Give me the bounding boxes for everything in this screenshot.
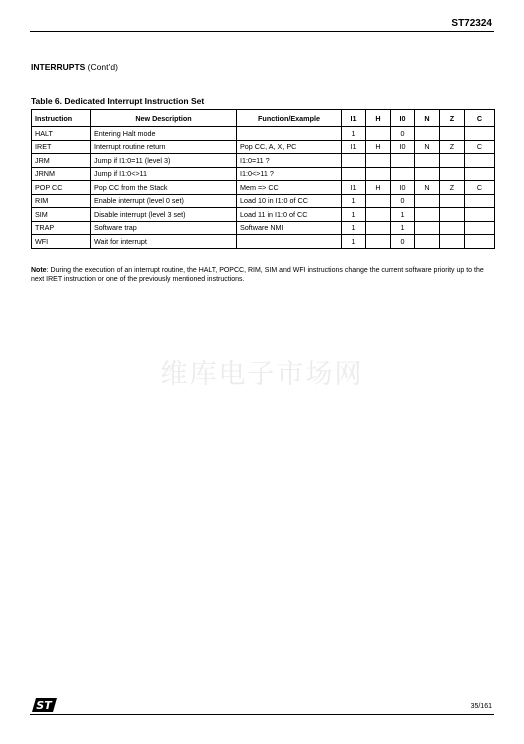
table-cell: 0 [391, 194, 415, 208]
table-cell [415, 235, 440, 249]
note [31, 267, 495, 284]
section-title-suffix: (Cont’d) [85, 62, 118, 72]
section-title-bold: INTERRUPTS [31, 62, 86, 72]
table-cell [366, 235, 391, 249]
footer-rule [30, 714, 494, 715]
table-cell: H [366, 181, 391, 195]
column-header: N [415, 110, 440, 127]
column-header: I0 [391, 110, 415, 127]
table-cell: Pop CC, A, X, PC [237, 140, 342, 154]
svg-text:ST: ST [36, 699, 52, 712]
table-cell: Software NMI [237, 221, 342, 235]
column-header: Instruction [32, 110, 91, 127]
note-text: : During the execution of an interrupt routine, the HALT, POPCC, RIM, SIM and WFI instructions change the current software priority up to the next IRET instruction or one of the previously mentioned instructions. [31, 267, 484, 283]
table-row [32, 154, 495, 168]
table-header-row [32, 110, 495, 127]
table-cell [415, 194, 440, 208]
table-body [32, 127, 495, 249]
table-row [32, 194, 495, 208]
table-cell [415, 127, 440, 141]
column-header: H [366, 110, 391, 127]
table-cell: I1:0<>11 ? [237, 167, 342, 181]
table-cell [366, 127, 391, 141]
table-cell [366, 208, 391, 222]
table-cell: TRAP [32, 221, 91, 235]
table-cell [465, 208, 495, 222]
table-cell: 1 [342, 235, 366, 249]
table-row [32, 181, 495, 195]
table-cell: Load 11 in I1:0 of CC [237, 208, 342, 222]
table-cell: 1 [342, 127, 366, 141]
table-cell: POP CC [32, 181, 91, 195]
table-cell: IRET [32, 140, 91, 154]
table-row [32, 208, 495, 222]
table-cell [366, 221, 391, 235]
table-cell: Load 10 in I1:0 of CC [237, 194, 342, 208]
table-row [32, 221, 495, 235]
table-cell [415, 221, 440, 235]
table-cell: I0 [391, 181, 415, 195]
table-cell: WFI [32, 235, 91, 249]
table-row [32, 127, 495, 141]
table-cell: I1 [342, 181, 366, 195]
table-cell: Disable interrupt (level 3 set) [91, 208, 237, 222]
table-cell [391, 167, 415, 181]
table-cell: 0 [391, 235, 415, 249]
table-cell: C [465, 140, 495, 154]
table-cell: H [366, 140, 391, 154]
table-cell [415, 167, 440, 181]
table-cell: 1 [342, 221, 366, 235]
table-cell: Z [440, 181, 465, 195]
table-cell [237, 235, 342, 249]
table-cell [415, 208, 440, 222]
table-cell: Wait for interrupt [91, 235, 237, 249]
table-cell [342, 154, 366, 168]
table-cell [440, 221, 465, 235]
table-cell [440, 154, 465, 168]
table-cell: 0 [391, 127, 415, 141]
table-cell [366, 167, 391, 181]
table-cell: Mem => CC [237, 181, 342, 195]
table-cell: I0 [391, 140, 415, 154]
table-cell [465, 221, 495, 235]
column-header: C [465, 110, 495, 127]
table-cell: N [415, 181, 440, 195]
table-cell [440, 127, 465, 141]
table-cell: JRM [32, 154, 91, 168]
section-title [31, 62, 118, 72]
table-row [32, 235, 495, 249]
table-cell: Interrupt routine return [91, 140, 237, 154]
table-cell [440, 235, 465, 249]
table-cell: 1 [342, 208, 366, 222]
table-cell [366, 154, 391, 168]
header-rule [30, 31, 494, 32]
table-cell: N [415, 140, 440, 154]
table-row [32, 140, 495, 154]
watermark: 维库电子市场网 [160, 359, 364, 390]
interrupt-instruction-table [31, 109, 495, 249]
table-cell: HALT [32, 127, 91, 141]
table-cell: I1 [342, 140, 366, 154]
table-cell [465, 154, 495, 168]
table-cell [465, 167, 495, 181]
table-cell: RIM [32, 194, 91, 208]
column-header: Z [440, 110, 465, 127]
st-logo-icon [32, 697, 58, 713]
table-cell: Jump if I1:0<>11 [91, 167, 237, 181]
table-cell [440, 194, 465, 208]
document-code: ST72324 [451, 18, 492, 29]
table-cell: Pop CC from the Stack [91, 181, 237, 195]
column-header: New Description [91, 110, 237, 127]
table-cell [237, 127, 342, 141]
table-cell [440, 167, 465, 181]
table-cell: Jump if I1:0=11 (level 3) [91, 154, 237, 168]
table-cell [366, 194, 391, 208]
table-cell: SIM [32, 208, 91, 222]
table-cell [465, 194, 495, 208]
table-cell: I1:0=11 ? [237, 154, 342, 168]
table-cell: 1 [391, 208, 415, 222]
table-cell: JRNM [32, 167, 91, 181]
table-cell [440, 208, 465, 222]
table-cell: Enable interrupt (level 0 set) [91, 194, 237, 208]
table-title: Table 6. Dedicated Interrupt Instruction Set [31, 96, 205, 106]
table-cell: Software trap [91, 221, 237, 235]
table-cell [342, 167, 366, 181]
table-cell [391, 154, 415, 168]
note-label: Note [31, 267, 47, 274]
table-cell [465, 235, 495, 249]
table-cell: 1 [391, 221, 415, 235]
column-header: I1 [342, 110, 366, 127]
table-cell: 1 [342, 194, 366, 208]
table-row [32, 167, 495, 181]
table-cell [415, 154, 440, 168]
table-cell: Entering Halt mode [91, 127, 237, 141]
table-cell: C [465, 181, 495, 195]
table-cell: Z [440, 140, 465, 154]
page-number: 35/161 [470, 703, 492, 710]
column-header: Function/Example [237, 110, 342, 127]
table-cell [465, 127, 495, 141]
